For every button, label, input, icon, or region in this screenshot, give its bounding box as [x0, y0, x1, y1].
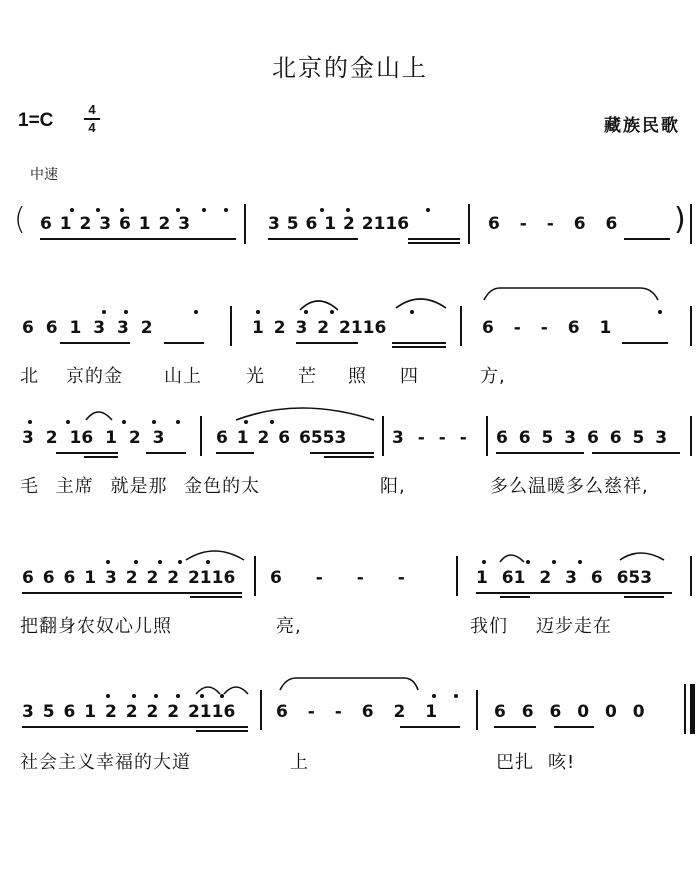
lyric: 迈步走在: [536, 616, 612, 637]
time-denominator: 4: [88, 120, 96, 135]
lyric: 阳,: [380, 476, 406, 497]
notes-measure-1: 3 2 16 1 2 3: [22, 428, 165, 448]
lyric: 多么温暖多么慈祥,: [490, 476, 649, 497]
lyric: 光: [246, 366, 265, 387]
notes-measure-1: 6 6 6 1 3 2 2 2 2116: [22, 568, 236, 588]
lyric: 芒: [298, 366, 317, 387]
key-label: 1=C: [18, 110, 54, 131]
lyric: 巴扎: [496, 752, 534, 773]
song-title: 北京的金山上: [272, 54, 428, 82]
lyric: 北: [20, 366, 39, 387]
lyric: 亮,: [276, 616, 302, 637]
notes-measure-3: 6 - - 6 1: [482, 318, 612, 338]
notes-measure-2: 6 1 2 6 6553: [216, 428, 347, 448]
tempo-marking: 中速: [30, 167, 58, 183]
lyric: 我们: [470, 616, 508, 637]
time-numerator: 4: [84, 102, 100, 120]
notes-measure-1: 3 5 6 1 2 2 2 2 2116: [22, 702, 236, 722]
intro-measure-1: 6 1 2 3 6 1 2 3: [40, 214, 191, 234]
intro-open-paren: (: [14, 202, 26, 237]
notes-measure-3: 3 - - -: [392, 428, 467, 448]
song-source: 藏族民歌: [604, 116, 680, 136]
lyric: 照: [348, 366, 367, 387]
notes-measure-4: 6 6 5 3 6 6 5 3: [496, 428, 668, 448]
lyric: 京的金: [66, 366, 123, 387]
lyric: 上: [290, 752, 309, 773]
notes-measure-1: 6 6 1 3 3 2: [22, 318, 153, 338]
intro-measure-2: 3 5 6 1 2 2116: [268, 214, 410, 234]
octave-dots: [28, 208, 662, 698]
lyric: 咳!: [548, 752, 576, 773]
lyric: 山上: [164, 366, 202, 387]
notes-measure-2: 6 - - -: [270, 568, 405, 588]
lyric: 四: [400, 366, 419, 387]
notes-measure-2: 1 2 3 2 2116: [252, 318, 387, 338]
lyric: 毛 主席 就是那 金色的太: [20, 476, 261, 497]
intro-measure-3: 6 - - 6 6: [488, 214, 618, 234]
notes-measure-3: 6 6 6 0 0 0: [494, 702, 645, 722]
slurs: [86, 288, 664, 694]
notes-measure-2: 6 - - 6 2 1: [276, 702, 438, 722]
notes-measure-3: 1 61 2 3 6 653: [476, 568, 653, 588]
lyric: 社会主义幸福的大道: [20, 752, 191, 773]
lyric: 方,: [480, 366, 506, 387]
intro-close-paren: ): [674, 202, 686, 237]
lyric: 把翻身农奴心儿照: [20, 616, 172, 637]
